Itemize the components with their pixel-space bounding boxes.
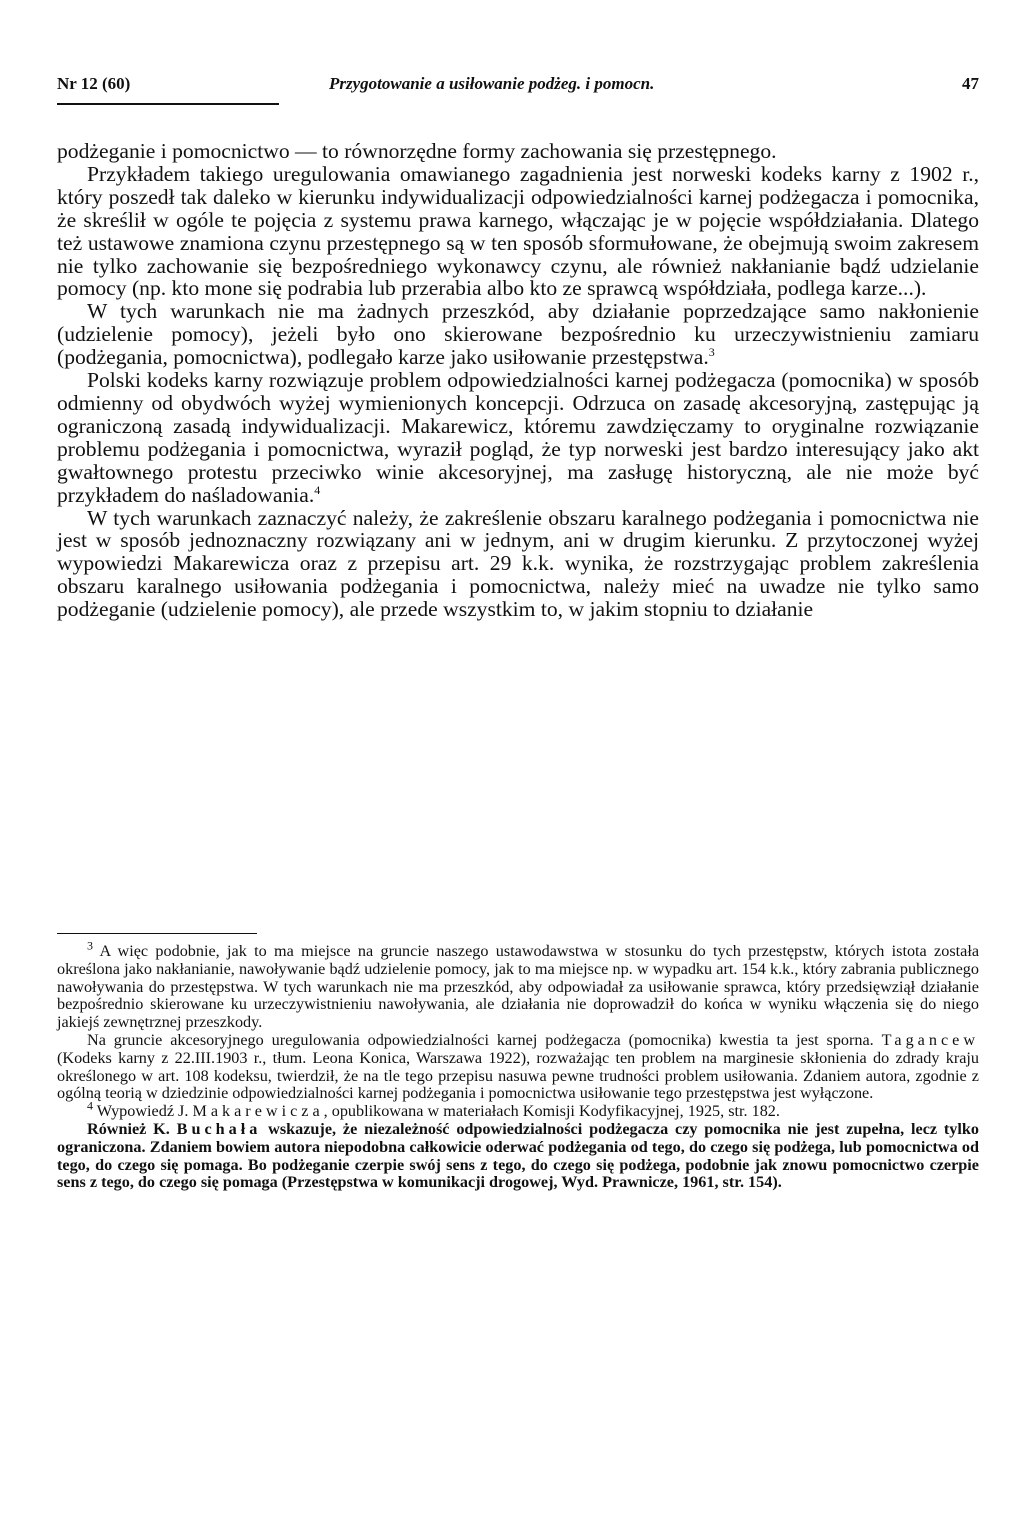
footnote-rule <box>57 933 257 934</box>
footnote-3 <box>57 938 980 1032</box>
paragraph-text: W tych warunkach nie ma żadnych przeszkód, aby działanie poprzedzające samo nakłonienie (udzielenie pomocy), jeżeli było ono skierowane bezpośrednio ku urzeczywistnieniu zamiaru (podżegania, pomocnictwa), podlegało karze jako usiłowanie przestępstwa. <box>57 299 979 370</box>
footnote-text: wskazuje, że niezależność odpowiedzialności podżegacza czy pomocnika nie jest zupełna, lecz tylko ograniczona. Zdaniem bowiem autora niepodobna całkowicie oderwać podżegania od tego, do czego się podżega, lub pomocnictwa od tego, do czego się pomaga. Bo podżeganie czerpie swój sens z tego, do czego się podżega, podobnie jak znowu pomocnictwo czerpie sens z tego, do czego się pomaga (Przestępstwa w komunikacji drogowej, Wyd. Prawnicze, 1961, str. 154). <box>57 1119 979 1192</box>
footnote-text: A więc podobnie, jak to ma miejsce na gruncie naszego ustawodawstwa w stosunku do tych przestępstw, których istota została określona jako nakłanianie, nawoływanie bądź udzielenie pomocy, jak to ma miejsce np. w wypadku art. 154 k.k., który zabrania publicznego nawoływania do przestępstwa. W tych warunkach nie ma przeszkód, aby odpowiadał za usiłowanie sprawca, który przedsięwziął działanie bezpośrednio skierowane ku urzeczywistnieniu nawoływania, ale działania nie doprowadził do końca w wyniku włączenia się do niego jakiejś zewnętrznej przeszkody. <box>57 942 980 1032</box>
main-text <box>57 140 979 621</box>
footnote-3-continued <box>57 1032 979 1103</box>
footnote-4 <box>57 1098 979 1121</box>
footnote-text: Wypowiedź J. <box>96 1102 189 1121</box>
paragraph <box>57 369 979 506</box>
header-rule <box>57 103 279 105</box>
footnote-text: , opublikowana w materiałach Komisji Kodyfikacyjnej, 1925, str. 182. <box>323 1102 780 1121</box>
footnote-ref[interactable]: 4 <box>314 482 321 497</box>
footnote-text: Również K. <box>87 1119 170 1138</box>
paragraph: Przykładem takiego uregulowania omawianego zagadnienia jest norweski kodeks karny z 1902 r., który poszedł tak daleko w kierunku indywidualizacji odpowiedzialności karnej podżegacza i pomocnika, że skreślił w ogóle te pojęcia z systemu prawa karnego, włączając je w pojęcie współdziałania. Dlatego też ustawowe znamiona czynu przestępnego są w ten sposób sformułowane, że obejmują swoim zakresem nie tylko zachowanie się bezpośredniego wykonawcy czynu, ale również nakłanianie bądź udzielanie pomocy (np. kto mone się podrabia lub przerabia albo kto ze sprawcą współdziała, podlega karze...). <box>57 161 979 301</box>
footnote-mark: 4 <box>87 1098 93 1113</box>
paragraph <box>57 300 979 369</box>
footnote-ref[interactable]: 3 <box>708 344 715 359</box>
footnotes <box>57 938 980 1192</box>
footnote-mark: 3 <box>87 938 93 953</box>
footnote-text: Na gruncie akcesoryjnego uregulowania odpowiedzialności karnej podżegacza (pomocnika) kwestia ta jest sporna. <box>87 1030 874 1049</box>
running-header <box>57 74 979 100</box>
author-name: Buchała <box>176 1119 262 1138</box>
footnote-text: (Kodeks karny z 22.III.1903 r., tłum. Leona Konica, Warszawa 1922), rozważając ten problem na marginesie skłonienia do zdrady kraju określonego w art. 108 kodeksu, twierdził, że na tle tego przepisu nasuwa pewne trudności problem usiłowania. Zdaniem autora, zgodnie z ogólną teorią w dziedzinie odpowiedzialności karnej podżegania i pomocnictwa usiłowanie tego przestępstwa jest wyłączone. <box>57 1048 979 1103</box>
footnote-4-continued <box>57 1121 979 1192</box>
author-name: Makarewicza <box>192 1102 324 1121</box>
author-name: Tagancew <box>881 1030 980 1049</box>
running-title: Przygotowanie a usiłowanie podżeg. i pomocn. <box>329 74 655 93</box>
page-number: 47 <box>962 74 979 93</box>
paragraph: podżeganie i pomocnictwo — to równorzędne formy zachowania się przestępnego. <box>57 139 777 163</box>
issue-number: Nr 12 (60) <box>57 74 131 93</box>
paragraph: W tych warunkach zaznaczyć należy, że zakreślenie obszaru karalnego podżegania i pomocnictwa nie jest w sposób jednoznaczny rozwiązany ani w jednym, ani w drugim kierunku. Z przytoczonej wyżej wypowiedzi Makarewicza oraz z przepisu art. 29 k.k. wynika, że rozstrzygając problem zakreślenia obszaru karalnego usiłowania podżegania i pomocnictwa, należy mieć na uwadze nie tylko samo podżeganie (udzielenie pomocy), ale przede wszystkim to, w jakim stopniu to działanie <box>57 505 979 622</box>
paragraph-text: Polski kodeks karny rozwiązuje problem odpowiedzialności karnej podżegacza (pomocnika) w sposób odmienny od obydwóch wyżej wymienionych koncepcji. Odrzuca on zasadę akcesoryjną, zastępując ją ograniczoną zasadą indywidualizacji. Makarewicz, któremu zawdzięczamy to oryginalne rozwiązanie problemu podżegania i pomocnictwa, wyraził pogląd, że typ norweski jest bardzo interesujący jako akt gwałtownego protestu przeciwko winie akcesoryjnej, ma zasługę historyczną, ale nie może być przykładem do naśladowania. <box>57 368 979 507</box>
